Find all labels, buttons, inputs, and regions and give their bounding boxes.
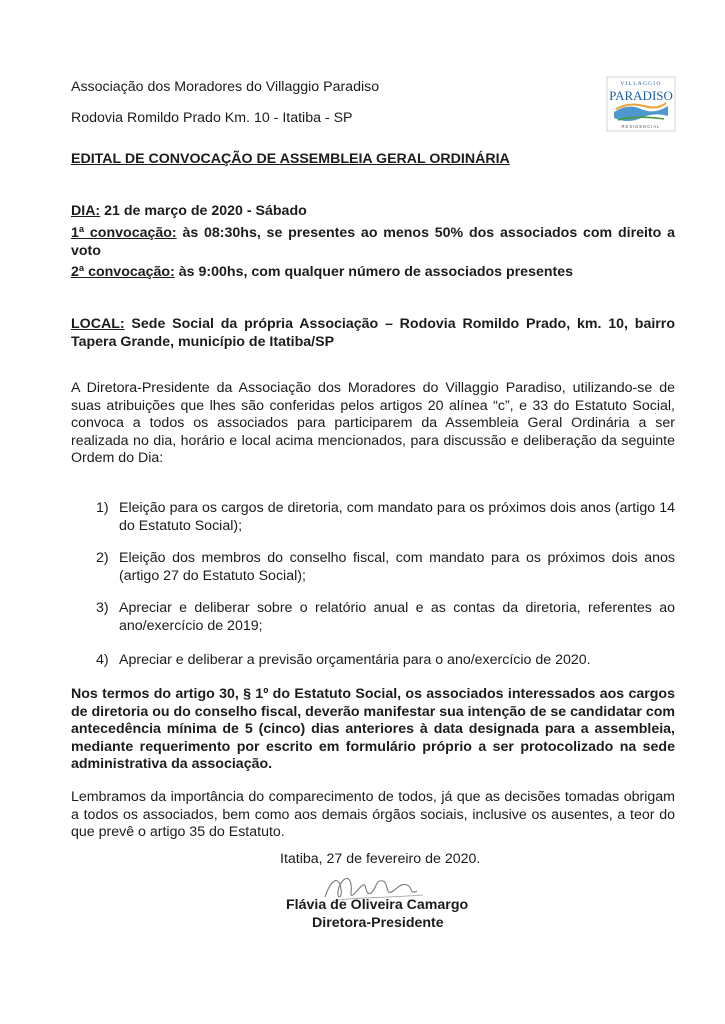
reminder-paragraph: Lembramos da importância do comparecimento de todos, já que as decisões tomadas obrigam a todos os associados, bem como aos demais órgãos sociais, inclusive os ausentes, a teor do que prevê o artigo 35 do Estatuto.	[71, 789, 675, 840]
agenda-text: Apreciar e deliberar sobre o relatório anual e as contas da diretoria, referentes ao ano/exercício de 2019;	[119, 600, 675, 634]
first-call-text: às 08:30hs, se presentes ao menos 50% dos associados com direito a voto	[71, 225, 675, 259]
logo-bottom-text: RESIDENCIAL	[621, 124, 661, 129]
meeting-location	[71, 316, 675, 351]
agenda-number: 3)	[96, 600, 109, 616]
second-call-label: 2ª convocação:	[71, 264, 175, 280]
signatory-name: Flávia de Oliveira Camargo	[286, 897, 469, 913]
agenda-text: Apreciar e deliberar a previsão orçamentária para o ano/exercício de 2020.	[119, 652, 591, 668]
signatory-role: Diretora-Presidente	[312, 915, 444, 931]
first-call	[71, 225, 675, 260]
agenda-number: 1)	[96, 500, 109, 516]
organization-name: Associação dos Moradores do Villaggio Paradiso	[71, 79, 380, 95]
second-call-text: às 9:00hs, com qualquer número de associados presentes	[178, 264, 574, 280]
place-date: Itatiba, 27 de fevereiro de 2020.	[280, 851, 481, 867]
day-value: 21 de março de 2020 - Sábado	[104, 203, 307, 219]
intro-paragraph: A Diretora-Presidente da Associação dos Moradores do Villaggio Paradiso, utilizando-se de suas atribuições que lhes são conferidas pelos artigos 20 alínea “c”, e 33 do Estatuto Social, convoca a todos os associados para participarem da Assembleia Geral Ordinária a ser realizada no dia, horário e local acima mencionados, para discussão e deliberação da seguinte Ordem do Dia:	[71, 380, 675, 466]
agenda-number: 4)	[96, 652, 109, 668]
candidacy-notice: Nos termos do artigo 30, § 1º do Estatuto Social, os associados interessados aos cargos de diretoria ou do conselho fiscal, deverão manifestar sua intenção de se candidatar com antecedência mínima de 5 (cinco) dias anteriores à data designada para a assembleia, mediante requerimento por escrito em formulário próprio a ser protocolizado na sede administrativa da associação.	[71, 686, 675, 772]
agenda-text: Eleição para os cargos de diretoria, com mandato para os próximos dois anos (artigo 14 do Estatuto Social);	[119, 500, 675, 534]
first-call-label: 1ª convocação:	[71, 225, 177, 241]
meeting-day	[71, 203, 675, 221]
day-label: DIA:	[71, 203, 101, 219]
document-title: EDITAL DE CONVOCAÇÃO DE ASSEMBLEIA GERAL ORDINÁRIA	[71, 151, 510, 167]
second-call	[71, 264, 675, 282]
organization-address: Rodovia Romildo Prado Km. 10 - Itatiba - SP	[71, 110, 353, 126]
logo-main-text: PARADISO	[609, 88, 673, 103]
villaggio-paradiso-logo	[606, 76, 676, 132]
location-text: Sede Social da própria Associação – Rodovia Romildo Prado, km. 10, bairro Tapera Grande, município de Itatiba/SP	[71, 316, 675, 350]
agenda-number: 2)	[96, 550, 109, 566]
agenda-text: Eleição dos membros do conselho fiscal, com mandato para os próximos dois anos (artigo 27 do Estatuto Social);	[119, 550, 675, 584]
location-label: LOCAL:	[71, 316, 125, 332]
logo-top-text: VILLAGGIO	[620, 81, 662, 87]
